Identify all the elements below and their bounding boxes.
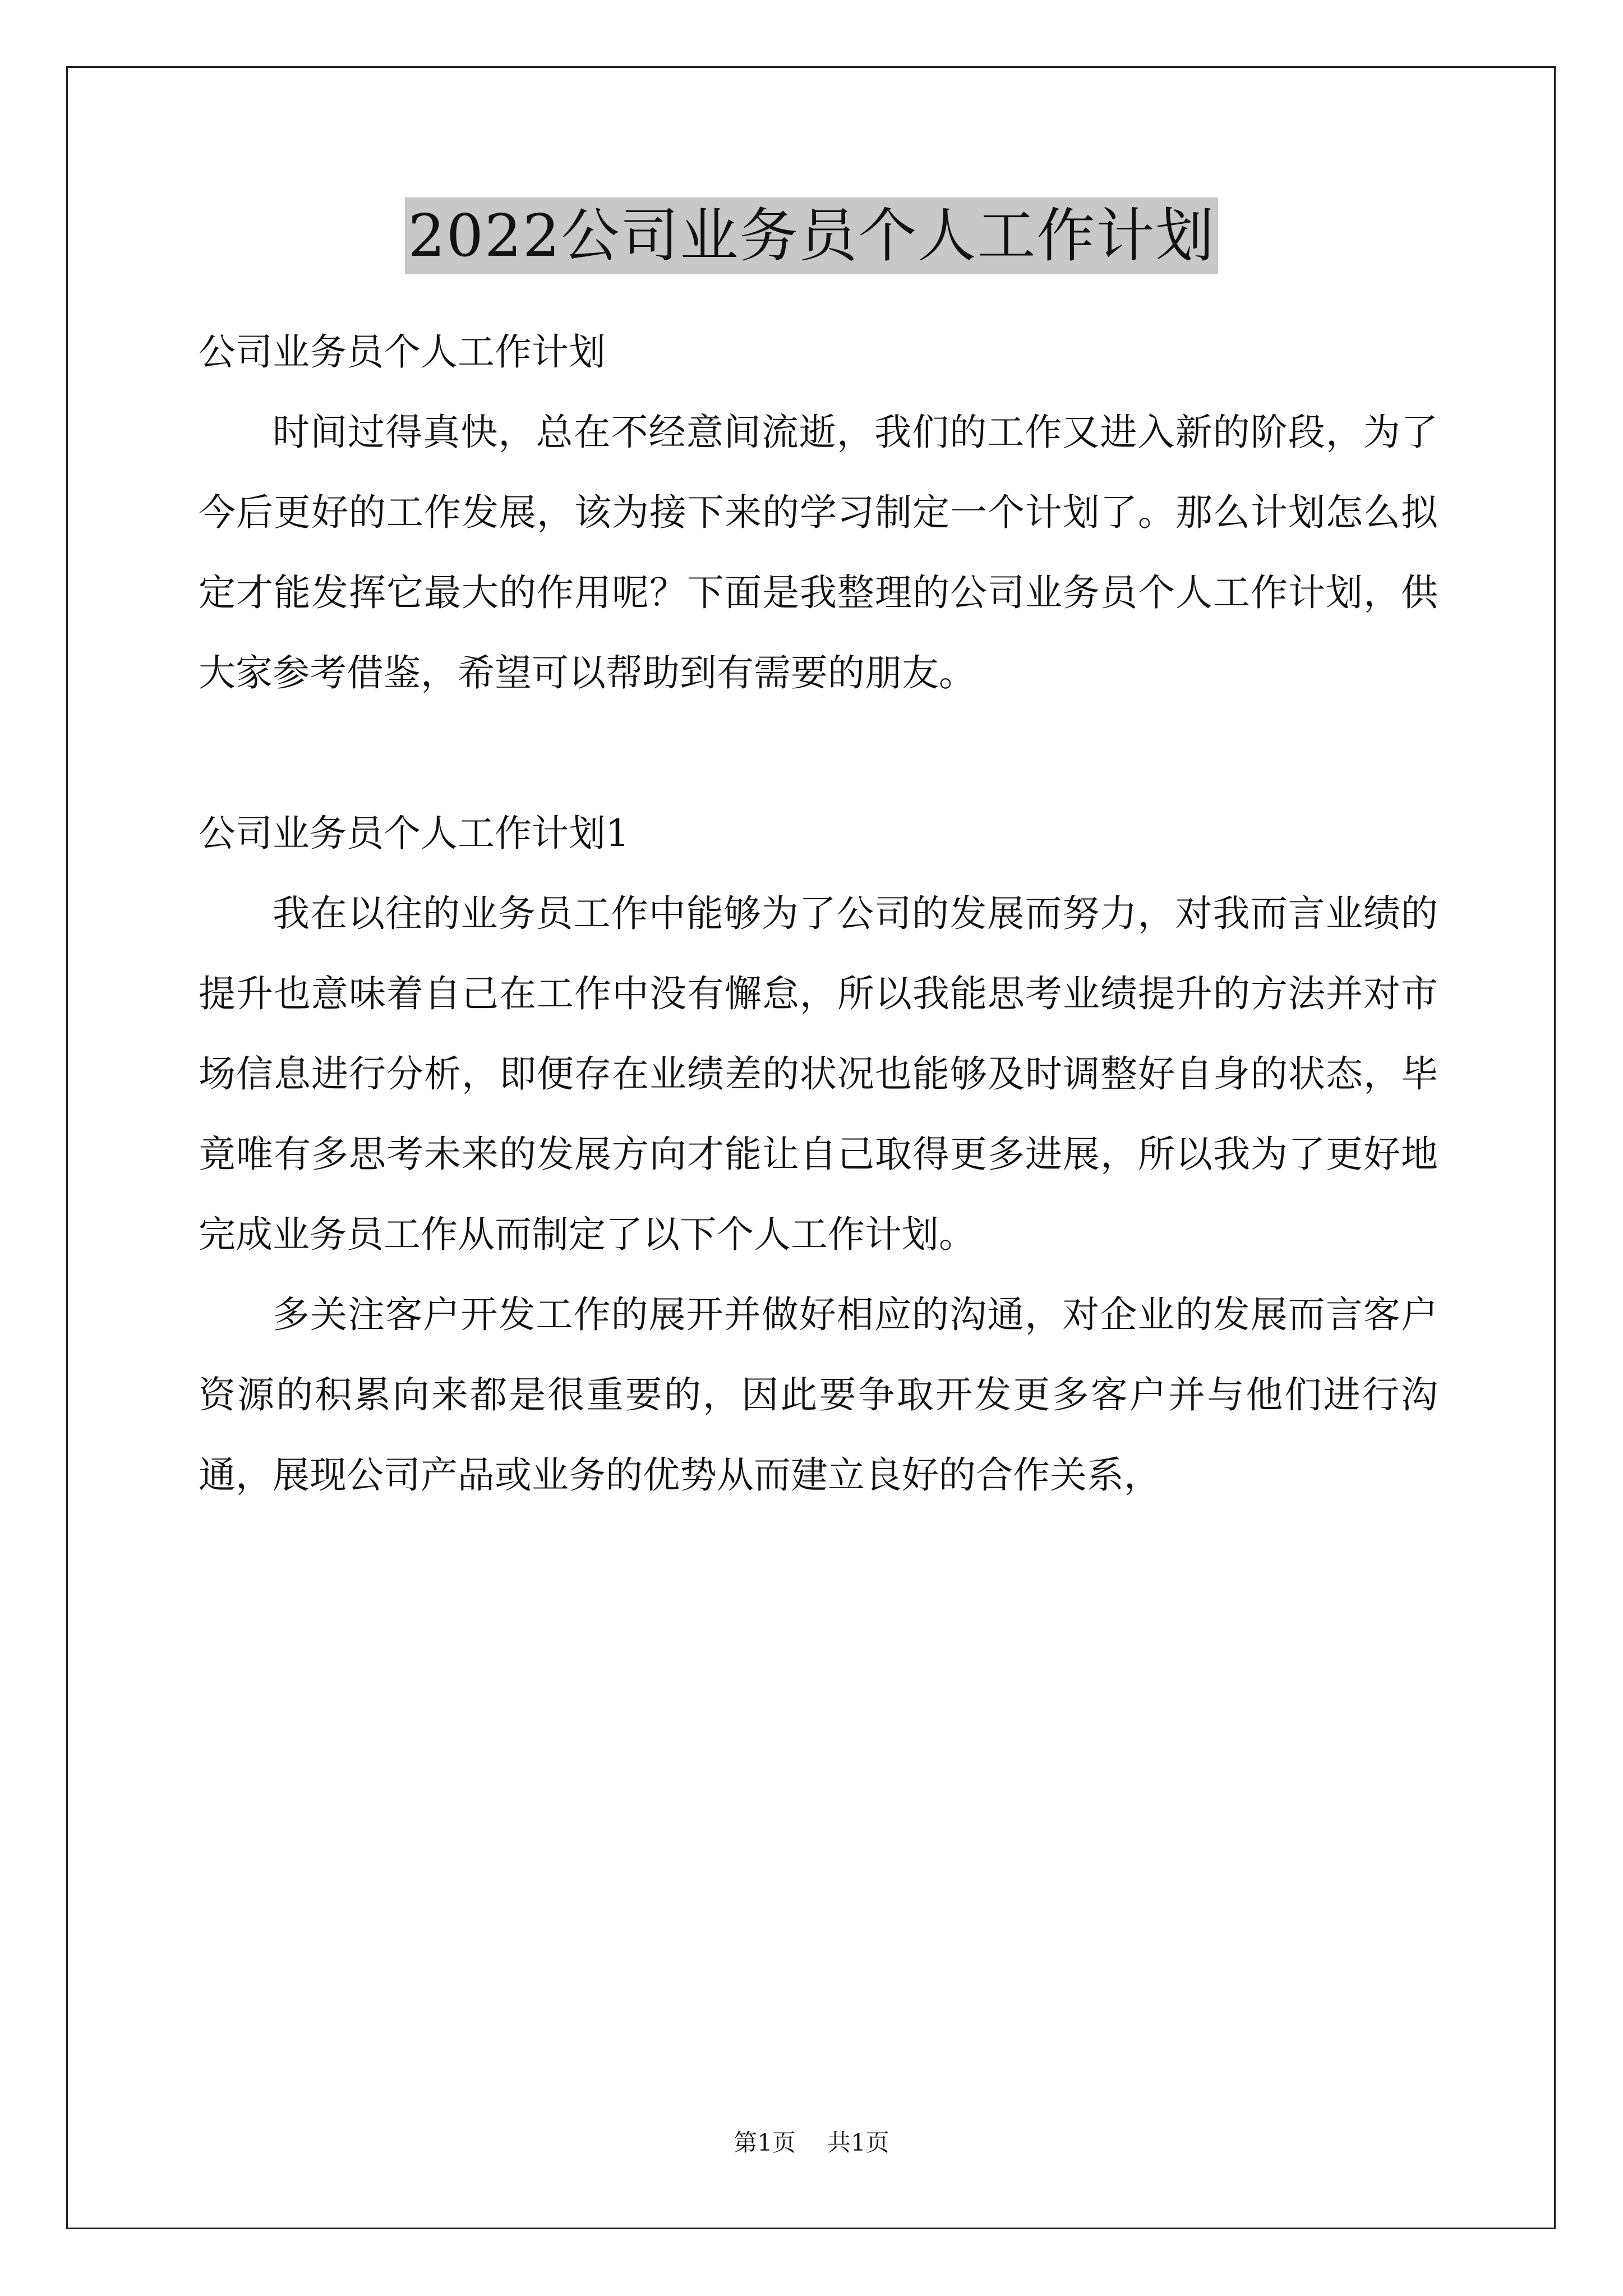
intro-paragraph: 时间过得真快，总在不经意间流逝，我们的工作又进入新的阶段，为了今后更好的工作发展，该为接下来的学习制定一个计划了。那么计划怎么拟定才能发挥它最大的作用呢？下面是我整理的公司业务员个人工作计划，供大家参考借鉴，希望可以帮助到有需要的朋友。 — [199, 411, 1438, 694]
title-container — [0, 197, 1623, 274]
page-footer — [0, 2129, 1623, 2157]
document-title: 2022公司业务员个人工作计划 — [405, 197, 1219, 274]
section1-heading: 公司业务员个人工作计划1 — [199, 812, 629, 855]
document-body — [199, 312, 1438, 1515]
page-number: 第1页 — [734, 2129, 796, 2156]
intro-heading: 公司业务员个人工作计划 — [199, 330, 606, 374]
section-spacer — [199, 713, 1438, 793]
section1-paragraph-2: 多关注客户开发工作的展开并做好相应的沟通，对企业的发展而言客户资源的积累向来都是很重要的，因此要争取开发更多客户并与他们进行沟通，展现公司产品或业务的优势从而建立良好的合作关系， — [199, 1293, 1438, 1497]
page-total: 共1页 — [827, 2129, 889, 2156]
section1-paragraph-1: 我在以往的业务员工作中能够为了公司的发展而努力，对我而言业绩的提升也意味着自己在工作中没有懈怠，所以我能思考业绩提升的方法并对市场信息进行分析，即便存在业绩差的状况也能够及时调整好自身的状态，毕竟唯有多思考未来的发展方向才能让自己取得更多进展，所以我为了更好地完成业务员工作从而制定了以下个人工作计划。 — [199, 892, 1438, 1256]
